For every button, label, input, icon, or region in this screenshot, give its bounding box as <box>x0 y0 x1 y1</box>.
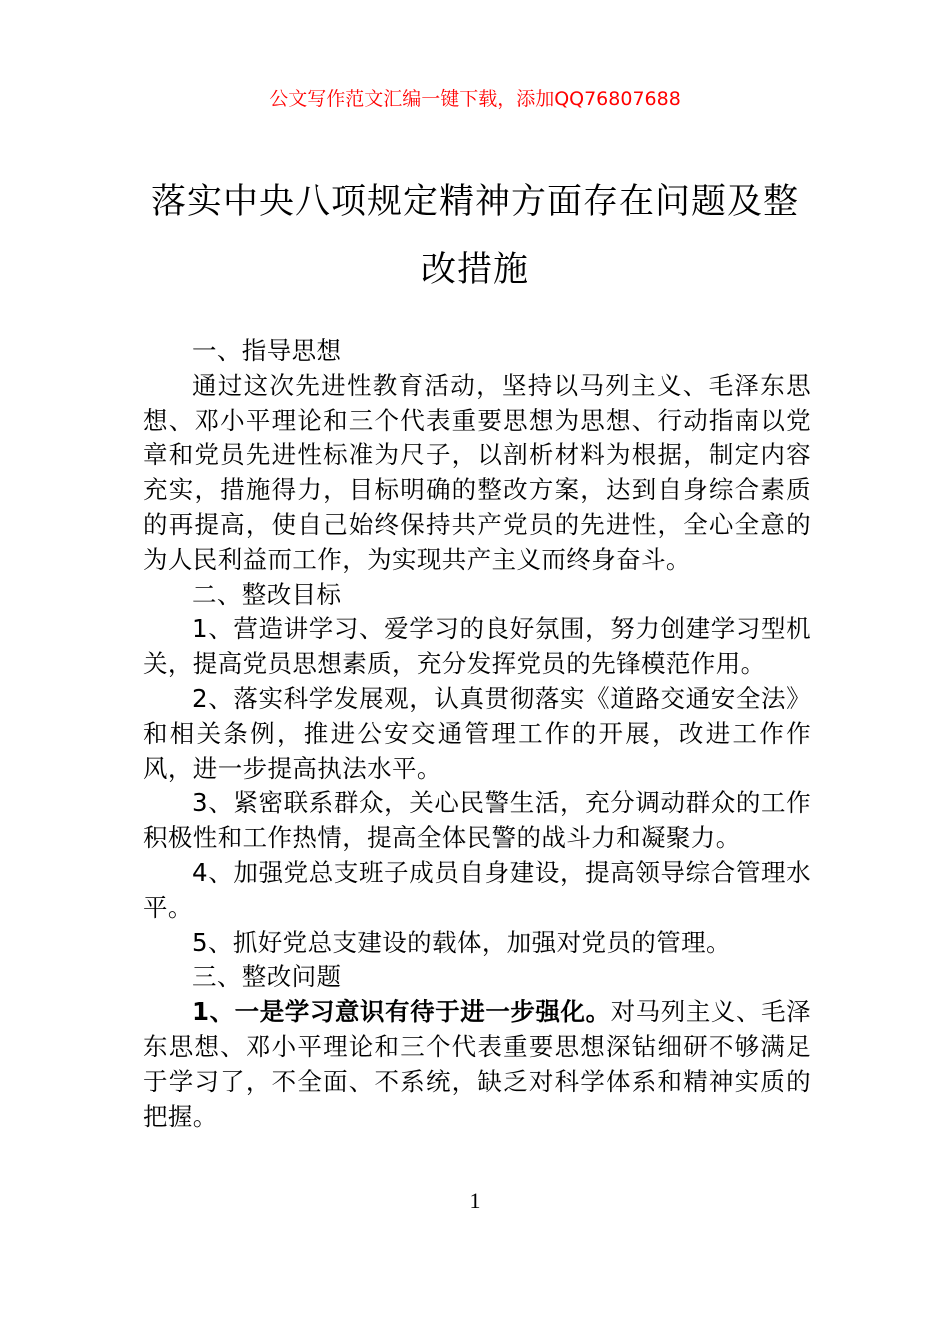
page-number: 1 <box>469 1188 481 1213</box>
goal-item: 4、加强党总支班子成员自身建设，提高领导综合管理水平。 <box>143 857 811 922</box>
goal-item: 5、抓好党总支建设的载体，加强对党员的管理。 <box>192 927 731 957</box>
problem-item <box>143 995 811 1134</box>
section-heading-guiding: 一、指导思想 <box>192 336 342 365</box>
problem-lead: 1、一是学习意识有待于进一步强化。 <box>192 997 611 1027</box>
section-heading-goals: 二、整改目标 <box>192 579 342 609</box>
download-notice: 公文写作范文汇编一键下载，添加QQ76807688 <box>269 88 681 110</box>
document-body <box>143 334 811 1134</box>
goal-item: 1、营造讲学习、爱学习的良好氛围，努力创建学习型机关，提高党员思想素质，充分发挥党员的先锋模范作用。 <box>143 614 811 679</box>
goal-item: 3、紧密联系群众，关心民警生活，充分调动群众的工作积极性和工作热情，提高全体民警的战斗力和凝聚力。 <box>143 788 811 853</box>
document-title: 落实中央八项规定精神方面存在问题及整改措施 <box>150 182 799 290</box>
goal-item: 2、落实科学发展观，认真贯彻落实《道路交通安全法》和相关条例，推进公安交通管理工作的开展，改进工作作风，进一步提高执法水平。 <box>143 683 811 783</box>
section-heading-problems: 三、整改问题 <box>192 962 342 992</box>
problem-text: 对马列主义、毛泽东思想、邓小平理论和三个代表重要思想深钻细研不够满足于学习了，不全面、不系统，缺乏对科学体系和精神实质的把握。 <box>143 997 811 1131</box>
guiding-paragraph: 通过这次先进性教育活动，坚持以马列主义、毛泽东思想、邓小平理论和三个代表重要思想为思想、行动指南以党章和党员先进性标准为尺子，以剖析材料为根据，制定内容充实，措施得力，目标明确的整改方案，达到自身综合素质的再提高，使自己始终保持共产党员的先进性，全心全意的为人民利益而工作，为实现共产主义而终身奋斗。 <box>143 370 811 574</box>
